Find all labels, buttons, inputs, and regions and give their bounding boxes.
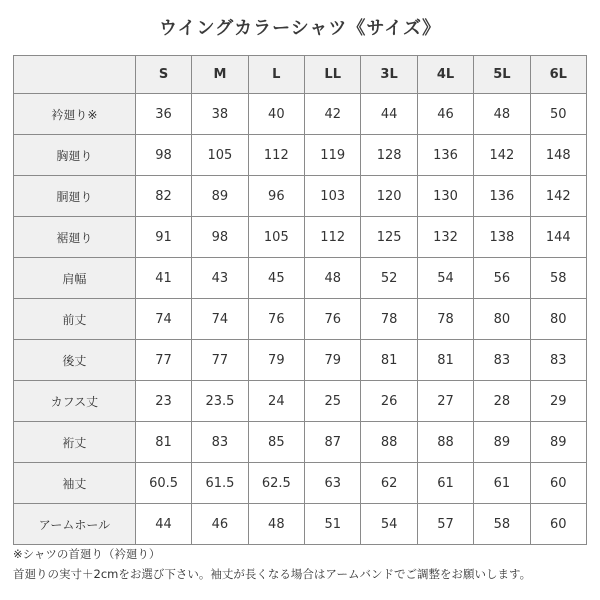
table-cell: 62.5 xyxy=(248,463,304,504)
size-header-cell: S xyxy=(135,56,191,94)
table-cell: 43 xyxy=(192,258,248,299)
table-row xyxy=(14,381,587,422)
table-cell: 41 xyxy=(135,258,191,299)
table-cell: 120 xyxy=(361,176,417,217)
table-cell: 79 xyxy=(305,340,361,381)
table-cell: 83 xyxy=(530,340,586,381)
table-cell: 36 xyxy=(135,94,191,135)
table-cell: 74 xyxy=(192,299,248,340)
table-cell: 83 xyxy=(474,340,530,381)
table-cell: 91 xyxy=(135,217,191,258)
table-cell: 85 xyxy=(248,422,304,463)
table-cell: 45 xyxy=(248,258,304,299)
table-cell: 61 xyxy=(474,463,530,504)
table-cell: 136 xyxy=(474,176,530,217)
table-cell: 82 xyxy=(135,176,191,217)
table-cell: 54 xyxy=(417,258,473,299)
table-cell: 60.5 xyxy=(135,463,191,504)
table-cell: 148 xyxy=(530,135,586,176)
table-cell: 54 xyxy=(361,504,417,545)
table-cell: 88 xyxy=(361,422,417,463)
table-row xyxy=(14,504,587,545)
table-cell: 51 xyxy=(305,504,361,545)
size-header-cell: 3L xyxy=(361,56,417,94)
table-cell: 79 xyxy=(248,340,304,381)
table-cell: 89 xyxy=(530,422,586,463)
table-cell: 83 xyxy=(192,422,248,463)
notes xyxy=(13,544,593,584)
table-cell: 29 xyxy=(530,381,586,422)
row-label: 裄丈 xyxy=(14,422,136,463)
size-header-cell: 4L xyxy=(417,56,473,94)
row-label: 胸廻り xyxy=(14,135,136,176)
table-cell: 56 xyxy=(474,258,530,299)
table-cell: 112 xyxy=(248,135,304,176)
size-header-cell: L xyxy=(248,56,304,94)
table-cell: 48 xyxy=(248,504,304,545)
table-row xyxy=(14,217,587,258)
table-cell: 78 xyxy=(361,299,417,340)
table-cell: 80 xyxy=(474,299,530,340)
size-header-row xyxy=(14,56,587,94)
corner-cell xyxy=(14,56,136,94)
table-cell: 24 xyxy=(248,381,304,422)
table-cell: 27 xyxy=(417,381,473,422)
table-cell: 87 xyxy=(305,422,361,463)
table-cell: 77 xyxy=(192,340,248,381)
table-cell: 130 xyxy=(417,176,473,217)
row-label: アームホール xyxy=(14,504,136,545)
table-cell: 76 xyxy=(248,299,304,340)
table-cell: 52 xyxy=(361,258,417,299)
table-cell: 23 xyxy=(135,381,191,422)
row-label: 前丈 xyxy=(14,299,136,340)
table-cell: 63 xyxy=(305,463,361,504)
table-cell: 58 xyxy=(474,504,530,545)
table-cell: 57 xyxy=(417,504,473,545)
row-label: 肩幅 xyxy=(14,258,136,299)
table-cell: 60 xyxy=(530,504,586,545)
table-cell: 77 xyxy=(135,340,191,381)
table-cell: 88 xyxy=(417,422,473,463)
table-cell: 81 xyxy=(361,340,417,381)
table-cell: 119 xyxy=(305,135,361,176)
table-cell: 42 xyxy=(305,94,361,135)
table-cell: 61.5 xyxy=(192,463,248,504)
table-row xyxy=(14,94,587,135)
table-cell: 144 xyxy=(530,217,586,258)
note-line: 首廻りの実寸＋2cmをお選び下さい。袖丈が長くなる場合はアームバンドでご調整をお願いします。 xyxy=(13,567,532,581)
table-row xyxy=(14,422,587,463)
row-label: カフス丈 xyxy=(14,381,136,422)
table-cell: 81 xyxy=(135,422,191,463)
table-cell: 74 xyxy=(135,299,191,340)
table-cell: 132 xyxy=(417,217,473,258)
table-cell: 61 xyxy=(417,463,473,504)
table-cell: 60 xyxy=(530,463,586,504)
table-cell: 62 xyxy=(361,463,417,504)
table-cell: 125 xyxy=(361,217,417,258)
size-header-cell: 5L xyxy=(474,56,530,94)
table-cell: 89 xyxy=(192,176,248,217)
table-cell: 44 xyxy=(135,504,191,545)
table-row xyxy=(14,463,587,504)
table-cell: 26 xyxy=(361,381,417,422)
row-label: 胴廻り xyxy=(14,176,136,217)
table-cell: 50 xyxy=(530,94,586,135)
table-cell: 105 xyxy=(248,217,304,258)
table-cell: 48 xyxy=(474,94,530,135)
table-row xyxy=(14,299,587,340)
table-cell: 25 xyxy=(305,381,361,422)
size-table-body xyxy=(14,94,587,545)
table-cell: 81 xyxy=(417,340,473,381)
size-table xyxy=(13,55,587,545)
row-label: 衿廻り※ xyxy=(14,94,136,135)
table-cell: 138 xyxy=(474,217,530,258)
row-label: 袖丈 xyxy=(14,463,136,504)
table-cell: 96 xyxy=(248,176,304,217)
size-header-cell: LL xyxy=(305,56,361,94)
table-cell: 142 xyxy=(530,176,586,217)
table-cell: 44 xyxy=(361,94,417,135)
table-cell: 38 xyxy=(192,94,248,135)
row-label: 裾廻り xyxy=(14,217,136,258)
size-header-cell: 6L xyxy=(530,56,586,94)
table-cell: 48 xyxy=(305,258,361,299)
note-line: ※シャツの首廻り（衿廻り） xyxy=(13,547,161,561)
table-row xyxy=(14,176,587,217)
table-cell: 23.5 xyxy=(192,381,248,422)
table-cell: 128 xyxy=(361,135,417,176)
table-row xyxy=(14,258,587,299)
table-cell: 142 xyxy=(474,135,530,176)
row-label: 後丈 xyxy=(14,340,136,381)
table-cell: 105 xyxy=(192,135,248,176)
table-cell: 89 xyxy=(474,422,530,463)
table-cell: 40 xyxy=(248,94,304,135)
table-cell: 136 xyxy=(417,135,473,176)
table-cell: 103 xyxy=(305,176,361,217)
table-row xyxy=(14,135,587,176)
table-cell: 76 xyxy=(305,299,361,340)
table-cell: 80 xyxy=(530,299,586,340)
table-cell: 58 xyxy=(530,258,586,299)
table-cell: 98 xyxy=(135,135,191,176)
page-title: ウイングカラーシャツ《サイズ》 xyxy=(159,18,441,39)
table-cell: 78 xyxy=(417,299,473,340)
table-cell: 112 xyxy=(305,217,361,258)
table-cell: 46 xyxy=(192,504,248,545)
table-row xyxy=(14,340,587,381)
table-cell: 46 xyxy=(417,94,473,135)
size-header-cell: M xyxy=(192,56,248,94)
table-cell: 28 xyxy=(474,381,530,422)
table-cell: 98 xyxy=(192,217,248,258)
